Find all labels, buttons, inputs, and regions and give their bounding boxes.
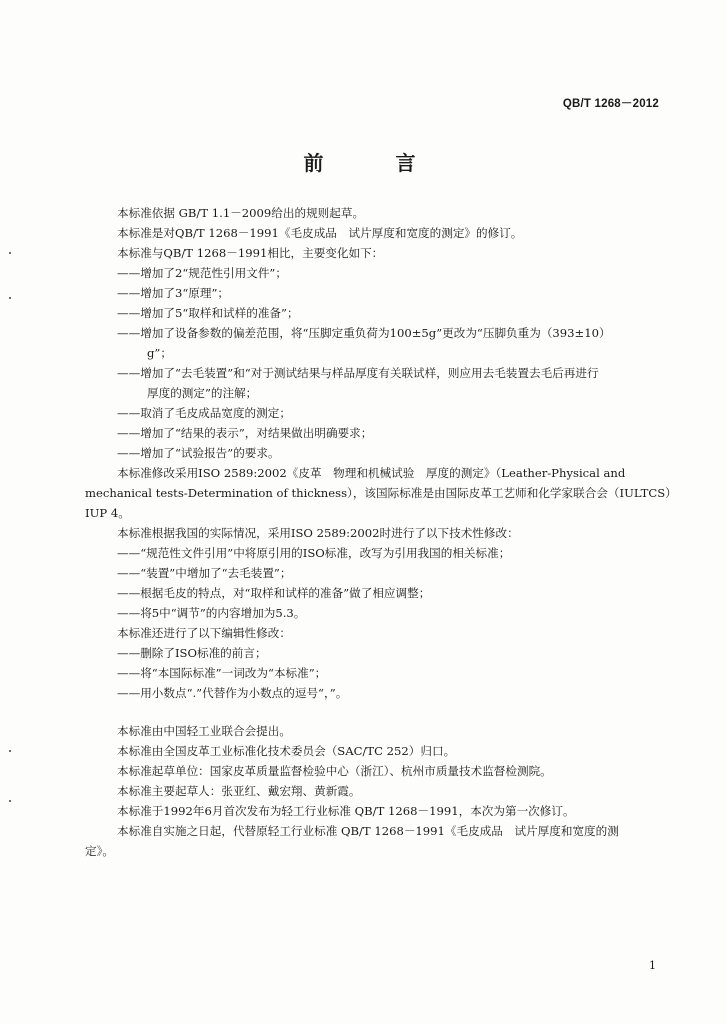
change-item-continued: g”；	[147, 346, 172, 360]
paragraph-iso-adoption-continued: IUP 4。	[85, 506, 130, 520]
change-item-continued: 厚度的测定”的注解；	[147, 386, 258, 400]
standard-code: QB/T 1268－2012	[562, 98, 659, 110]
paragraph-iso-adoption: 本标准修改采用ISO 2589:2002《皮革 物理和机械试验 厚度的测定》（Leather-Physical and	[117, 466, 626, 480]
scan-speck	[9, 297, 11, 299]
paragraph-editorial-intro: 本标准还进行了以下编辑性修改：	[117, 626, 291, 640]
change-item: ——增加了3“原理”；	[117, 286, 229, 300]
paragraph-drafting-units: 本标准起草单位：国家皮革质量监督检验中心（浙江）、杭州市质量技术监督检测院。	[117, 764, 552, 778]
technical-item: ——“装置”中增加了“去毛装置”；	[117, 566, 292, 580]
editorial-item: ——删除了ISO标准的前言；	[117, 646, 267, 660]
paragraph-proposer: 本标准由中国轻工业联合会提出。	[117, 724, 291, 738]
scan-speck	[9, 252, 11, 254]
paragraph-revision: 本标准是对QB/T 1268－1991《毛皮成品 试片厚度和宽度的测定》的修订。	[117, 226, 523, 240]
change-item: ——增加了“结果的表示”，对结果做出明确要求；	[117, 426, 373, 440]
paragraph-history: 本标准于1992年6月首次发布为轻工行业标准 QB/T 1268－1991，本次为第一次修订。	[117, 804, 575, 818]
paragraph-iso-adoption-continued: mechanical tests-Determination of thickness），该国际标准是由国际皮革工艺师和化学家联合会（IULTCS）	[85, 486, 677, 500]
scan-speck	[9, 750, 11, 752]
change-item: ——取消了毛皮成品宽度的测定；	[117, 406, 291, 420]
paragraph-replacement: 本标准自实施之日起，代替原轻工行业标准 QB/T 1268－1991《毛皮成品 试片厚度和宽度的测	[117, 824, 619, 838]
paragraph-drafters: 本标准主要起草人：张亚红、戴宏翔、黄新霞。	[117, 784, 361, 798]
change-item: ——增加了“试验报告”的要求。	[117, 446, 280, 460]
technical-item: ——将5中“调节”的内容增加为5.3。	[117, 606, 306, 620]
editorial-item: ——用小数点“.”代替作为小数点的逗号“，”。	[117, 686, 348, 700]
technical-item: ——根据毛皮的特点，对“取样和试样的准备”做了相应调整；	[117, 586, 431, 600]
paragraph-committee: 本标准由全国皮革工业标准化技术委员会（SAC/TC 252）归口。	[117, 744, 456, 758]
paragraph-changes-intro: 本标准与QB/T 1268－1991相比，主要变化如下：	[117, 246, 384, 260]
paragraph-technical-intro: 本标准根据我国的实际情况，采用ISO 2589:2002时进行了以下技术性修改：	[117, 526, 519, 540]
scan-speck	[9, 800, 11, 802]
page-title: 前 言	[303, 151, 442, 175]
page-number: 1	[649, 959, 656, 972]
paragraph-basis: 本标准依据 GB/T 1.1－2009给出的规则起草。	[117, 206, 365, 220]
paragraph-gap	[95, 703, 665, 721]
change-item: ——增加了5“取样和试样的准备”；	[117, 306, 299, 320]
editorial-item: ——将“本国际标准”一词改为“本标准”；	[117, 666, 327, 680]
foreword-body	[85, 203, 677, 861]
change-item: ——增加了2“规范性引用文件”；	[117, 266, 287, 280]
technical-item: ——“规范性文件引用”中将原引用的ISO标准，改写为引用我国的相关标准；	[117, 546, 511, 560]
change-item: ——增加了设备参数的偏差范围，将“压脚定重负荷为100±5g”更改为“压脚负重为（393±10）	[117, 326, 611, 340]
change-item: ——增加了“去毛装置”和“对于测试结果与样品厚度有关联试样，则应用去毛装置去毛后再进行	[117, 366, 599, 380]
paragraph-replacement-continued: 定》。	[85, 844, 114, 858]
